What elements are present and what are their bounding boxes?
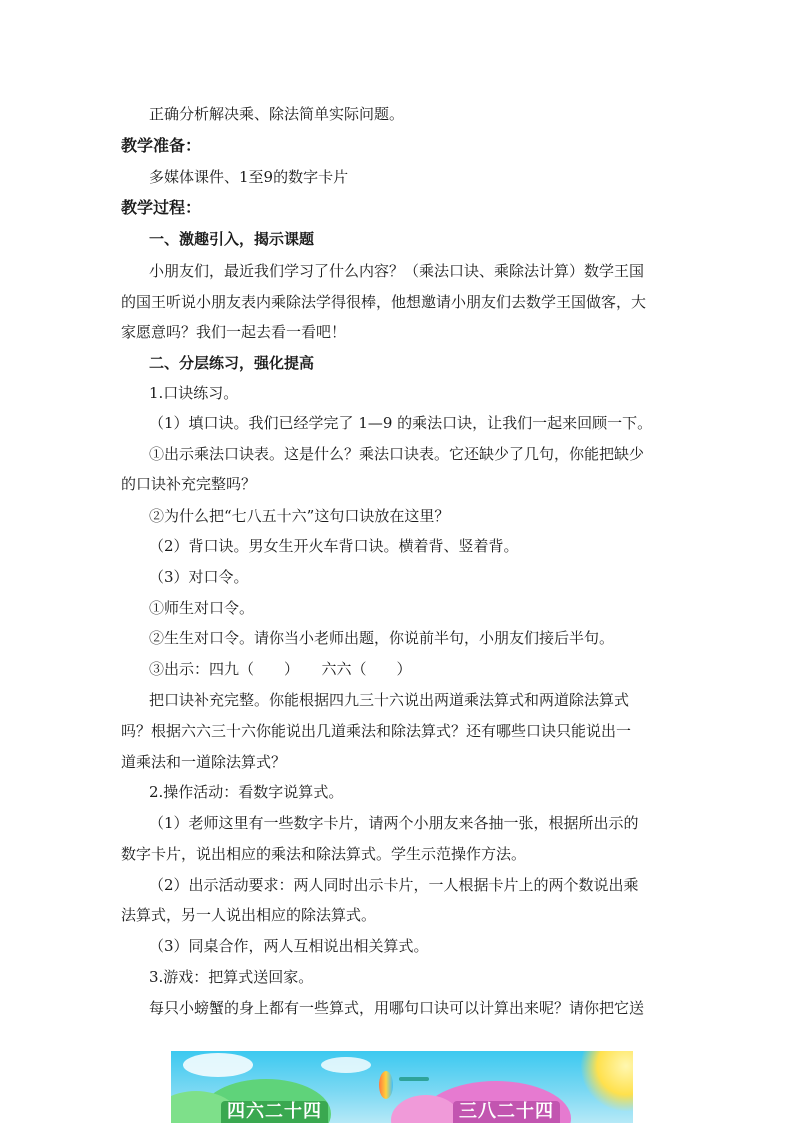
body-text: 把口诀补充完整。你能根据四九三十六说出两道乘法算式和两道除法算式 — [149, 691, 630, 709]
body-text: 多媒体课件、1至9的数字卡片 — [149, 168, 349, 186]
body-text: ①出示乘法口诀表。这是什么？乘法口诀表。它还缺少了几句，你能把缺少 — [149, 445, 645, 463]
balloon-icon — [379, 1071, 393, 1099]
body-text: 小朋友们，最近我们学习了什么内容？（乘法口诀、乘除法计算）数学王国 — [149, 262, 645, 280]
body-text: 2.操作活动：看数字说算式。 — [149, 783, 344, 801]
body-text: 家愿意吗？我们一起去看一看吧！ — [121, 323, 347, 341]
body-text: （2）背口诀。男女生开火车背口诀。横着背、竖着背。 — [149, 537, 519, 555]
crab-label-right: 三八二十四 — [453, 1101, 560, 1123]
body-text: 数字卡片，说出相应的乘法和除法算式。学生示范操作方法。 — [121, 845, 527, 863]
body-text: ①师生对口令。 — [149, 599, 255, 617]
section-heading-process: 教学过程： — [121, 198, 202, 217]
body-text: （1）老师这里有一些数字卡片，请两个小朋友来各抽一张，根据所出示的 — [149, 814, 639, 832]
cloud-decoration — [183, 1053, 253, 1077]
cloud-decoration — [321, 1057, 371, 1073]
subheading-practice: 二、分层练习，强化提高 — [149, 354, 315, 372]
body-text: ③出示：四九（ ） 六六（ ） — [149, 660, 412, 678]
body-text: （1）填口诀。我们已经学完了 1—9 的乘法口诀，让我们一起来回顾一下。 — [149, 414, 653, 432]
body-text: ②为什么把“七八五十六”这句口诀放在这里？ — [149, 507, 450, 525]
body-text: ②生生对口令。请你当小老师出题，你说前半句，小朋友们接后半句。 — [149, 629, 615, 647]
body-text: 的国王听说小朋友表内乘除法学得很棒，他想邀请小朋友们去数学王国做客，大 — [121, 293, 647, 311]
body-text: （2）出示活动要求：两人同时出示卡片，一人根据卡片上的两个数说出乘 — [149, 876, 639, 894]
body-text: 每只小螃蟹的身上都有一些算式，用哪句口诀可以计算出来呢？请你把它送 — [149, 999, 645, 1017]
sun-icon — [581, 1051, 633, 1111]
body-text: 吗？根据六六三十六你能说出几道乘法和除法算式？还有哪些口诀只能说出一 — [121, 722, 632, 740]
kite-tail-icon — [399, 1077, 429, 1081]
body-text: 的口诀补充完整吗？ — [121, 475, 257, 493]
body-text: （3）同桌合作，两人互相说出相关算式。 — [149, 937, 429, 955]
subheading-intro: 一、激趣引入，揭示课题 — [149, 230, 315, 248]
body-text: （3）对口令。 — [149, 568, 249, 586]
crab-label-left: 四六二十四 — [221, 1101, 328, 1123]
section-heading-preparation: 教学准备： — [121, 136, 202, 155]
body-text: 3.游戏：把算式送回家。 — [149, 968, 314, 986]
body-text: 法算式，另一人说出相应的除法算式。 — [121, 906, 377, 924]
body-text: 道乘法和一道除法算式？ — [121, 753, 287, 771]
body-text: 1.口诀练习。 — [149, 384, 239, 402]
body-text: 正确分析解决乘、除法简单实际问题。 — [149, 105, 405, 123]
game-illustration — [171, 1051, 633, 1123]
